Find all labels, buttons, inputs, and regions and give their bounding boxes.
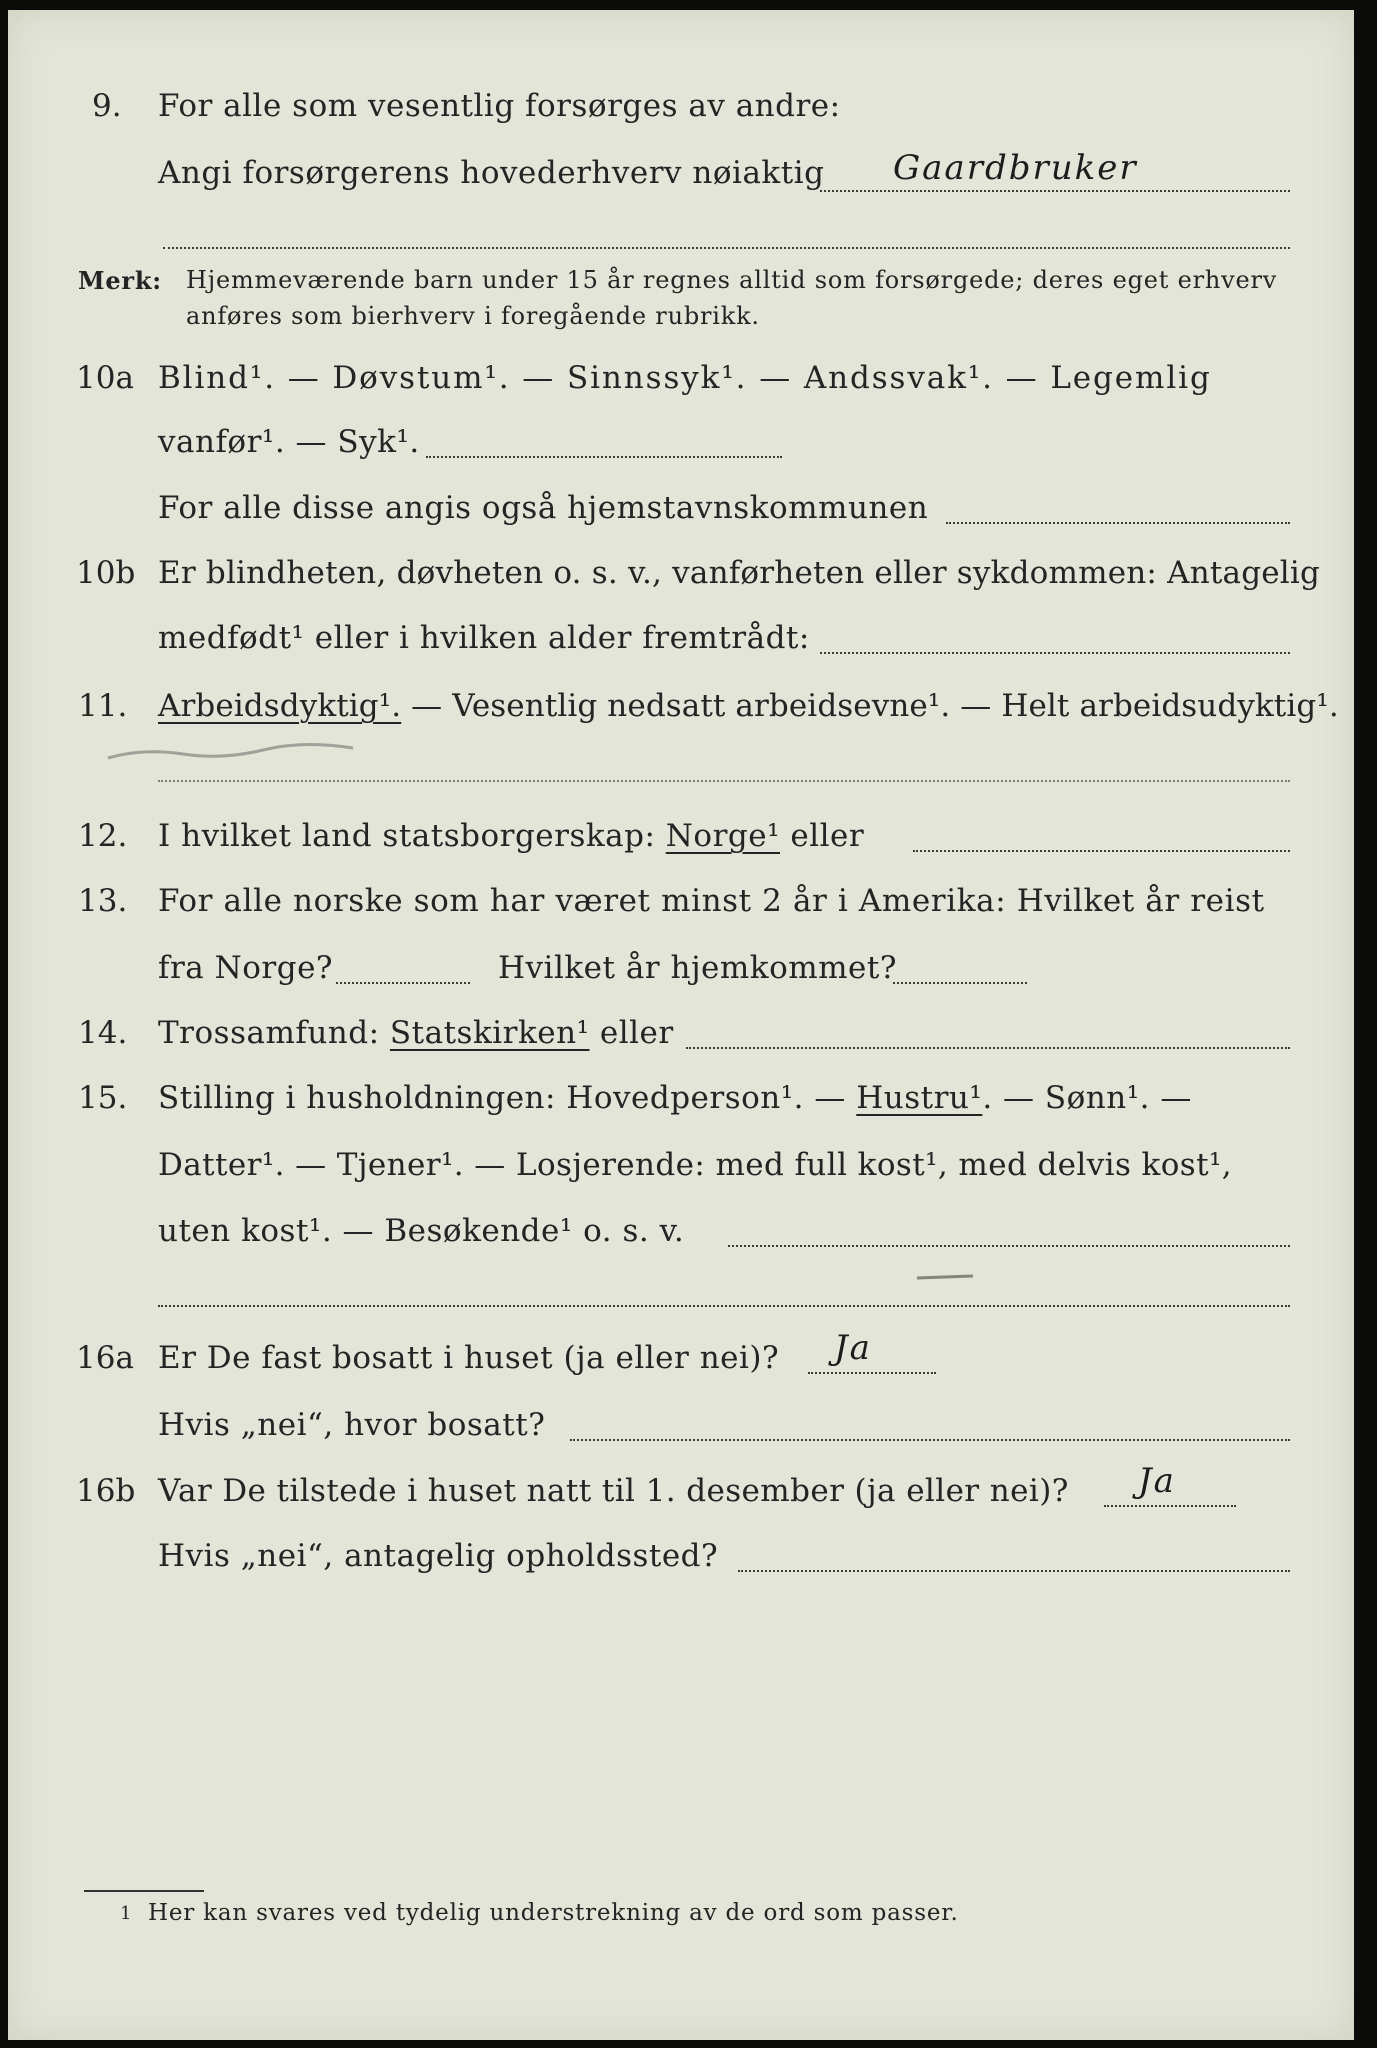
q13-number: 13. [78,883,128,919]
q15-number: 15. [78,1080,128,1116]
q16b-line2: Hvis „nei“, antagelig opholdssted? [158,1538,719,1574]
q15-line1-start: Stilling i husholdningen: Hovedperson¹. — [158,1080,857,1116]
q9-number: 9. [92,88,122,124]
q10a-number: 10a [76,360,134,396]
q10b-number: 10b [76,555,136,591]
q10b-answer-line [820,652,1290,654]
ink-scribble-mark [103,730,363,770]
footnote-marker: 1 [120,1903,132,1924]
q10a-line3: For alle disse angis også hjemstavnskommunen [158,490,929,526]
q10b-line2: medfødt¹ eller i hvilken alder fremtrådt: [158,620,810,656]
q13-line1: For alle norske som har været minst 2 år i Amerika: Hvilket år reist [158,883,1265,919]
q16b-number: 16b [76,1473,136,1509]
separator-line [158,1305,1290,1307]
q16b-line1: Var De tilstede i huset natt til 1. desember (ja eller nei)? [158,1473,1069,1509]
q12-underlined-option: Norge¹ [665,818,781,854]
q10a-hjemstavn-answer-line [946,522,1290,524]
q16a-number: 16a [76,1340,134,1376]
q15-line1-end: . — Sønn¹. — [982,1080,1192,1116]
q10a-syk-answer-line [426,456,782,458]
q15-answer-line [728,1245,1290,1247]
merk-label: Merk: [78,266,162,295]
q16b-answer-line [1104,1505,1236,1507]
q13-hjemkommet-answer-line [893,982,1027,984]
q14-underlined-option: Statskirken¹ [389,1015,590,1051]
q14-text [158,1015,674,1051]
q11-rest: — Vesentlig nedsatt arbeidsevne¹. — Helt arbeidsudyktig¹. [401,688,1339,724]
merk-line2: anføres som bierhverv i foregående rubrikk. [186,302,760,330]
q15-line2: Datter¹. — Tjener¹. — Losjerende: med full kost¹, med delvis kost¹, [158,1147,1233,1183]
q15-line3: uten kost¹. — Besøkende¹ o. s. v. [158,1213,685,1249]
q9-answer-line [820,190,1290,192]
separator-line [158,780,1290,782]
q10a-line1: Blind¹. — Døvstum¹. — Sinnssyk¹. — Andssvak¹. — Legemlig [158,360,1212,396]
q16a-answer-line [808,1372,936,1374]
q9-handwritten-answer: Gaardbruker [893,148,1138,188]
census-form-page [8,10,1354,2040]
q15-line1 [158,1080,1192,1116]
q16b-handwritten-answer: Ja [1138,1461,1176,1501]
q14-number: 14. [78,1015,128,1051]
q14-before: Trossamfund: [158,1015,390,1051]
q11-underlined-option: Arbeidsdyktig¹. [158,688,402,724]
q12-answer-line [913,850,1290,852]
q16a-line1: Er De fast bosatt i huset (ja eller nei)? [158,1340,780,1376]
q12-before: I hvilket land statsborgerskap: [158,818,666,854]
separator-line [163,247,1290,249]
q14-after: eller [589,1015,674,1051]
q11-number: 11. [78,688,128,724]
q13-line2b: Hvilket år hjemkommet? [498,950,897,986]
q9-line1: For alle som vesentlig forsørges av andre: [158,88,841,124]
q11-text [158,688,1339,724]
q16a-bosatt-answer-line [570,1439,1290,1441]
q9-line2: Angi forsørgerens hovederhverv nøiaktig [158,155,825,191]
q16a-line2: Hvis „nei“, hvor bosatt? [158,1407,546,1443]
footnote-rule [84,1890,204,1892]
q10a-line2: vanfør¹. — Syk¹. [158,424,420,460]
q13-reist-answer-line [336,982,470,984]
q12-text [158,818,864,854]
q16b-opholdssted-answer-line [738,1570,1290,1572]
q14-answer-line [686,1047,1290,1049]
q10b-line1: Er blindheten, døvheten o. s. v., vanførheten eller sykdommen: Antagelig [158,555,1321,591]
q16a-handwritten-answer: Ja [834,1328,872,1368]
merk-line1: Hjemmeværende barn under 15 år regnes alltid som forsørgede; deres eget erhverv [186,266,1278,294]
q13-line2a: fra Norge? [158,950,334,986]
footnote-text: Her kan svares ved tydelig understrekning av de ord som passer. [148,1900,959,1926]
q12-after: eller [780,818,865,854]
q15-underlined-option: Hustru¹ [856,1080,983,1116]
ink-dash-mark [913,1268,983,1286]
q12-number: 12. [78,818,128,854]
